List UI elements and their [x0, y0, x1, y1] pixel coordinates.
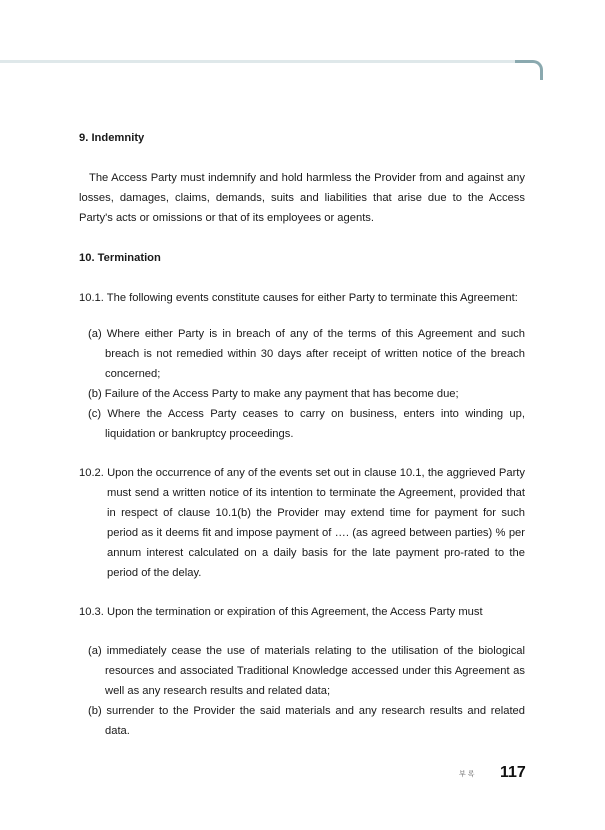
clause-10-1-text: 10.1. The following events constitute causes for either Party to terminate this Agreement:: [79, 292, 518, 304]
section-9-heading: 9. Indemnity: [79, 132, 145, 144]
footer-section-label: 부록: [459, 771, 477, 778]
clause-10-1-item-c: (c) Where the Access Party ceases to carry on business, enters into winding up, liquidation or bankruptcy proceedings.: [88, 408, 525, 440]
section-9-body: The Access Party must indemnify and hold harmless the Provider from and against any losses, damages, claims, demands, suits and liabilities that arise due to the Access Party's acts or omissions or that of its employees or agents.: [79, 172, 525, 224]
section-10-heading: 10. Termination: [79, 252, 161, 264]
header-rule: [0, 60, 520, 63]
clause-10-1-item-b: (b) Failure of the Access Party to make any payment that has become due;: [88, 388, 459, 400]
clause-10-2-text: 10.2. Upon the occurrence of any of the events set out in clause 10.1, the aggrieved Party must send a written notice of its intention to terminate the Agreement, provided that in respect of clause 10.1(b) the Provider may extend time for payment for such period as it deems fit and impose payment of …. (as agreed between parties) % per annum interest calculated on a daily basis for the late payment pro-rated to the period of the delay.: [79, 467, 525, 579]
clause-10-3-text: 10.3. Upon the termination or expiration of this Agreement, the Access Party must: [79, 606, 483, 618]
clause-10-3-item-b: (b) surrender to the Provider the said materials and any research results and related data.: [88, 705, 525, 737]
clause-10-3-item-a: (a) immediately cease the use of materials relating to the utilisation of the biological resources and associated Traditional Knowledge accessed under this Agreement as well as any research results and related data;: [88, 645, 525, 697]
header-corner-bracket: [515, 60, 543, 80]
document-body: [79, 128, 525, 741]
page-number: 117: [500, 764, 526, 781]
clause-10-1-item-a: (a) Where either Party is in breach of any of the terms of this Agreement and such breach is not remedied within 30 days after receipt of written notice of the breach concerned;: [88, 328, 525, 380]
